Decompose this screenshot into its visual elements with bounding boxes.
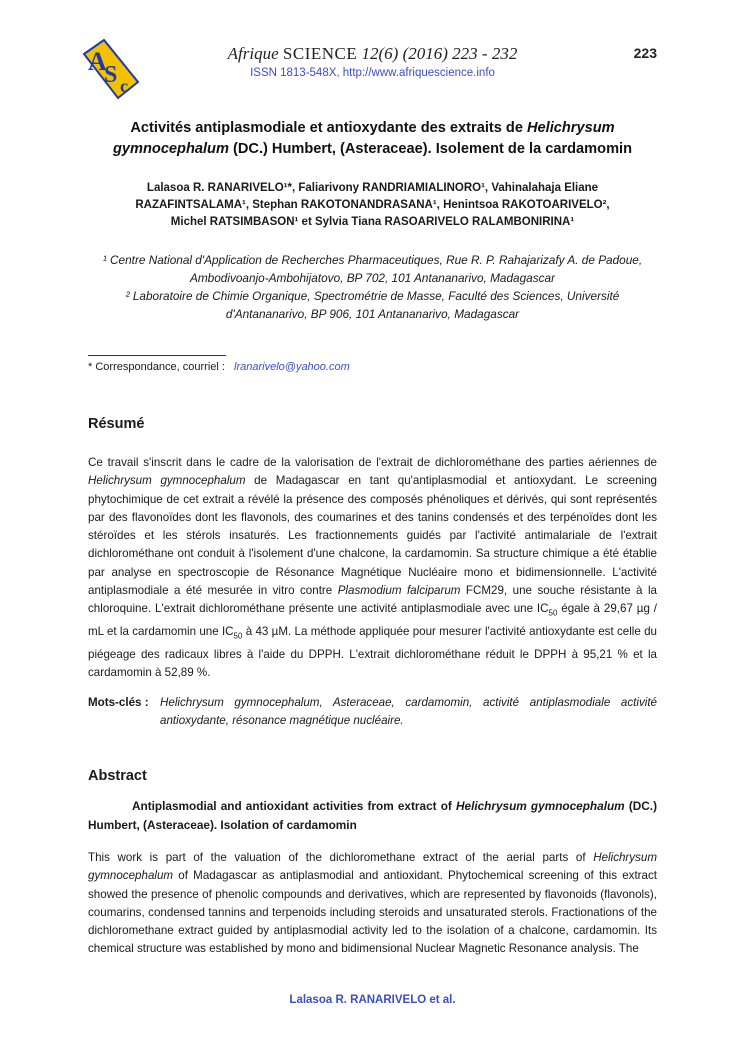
article-title — [88, 118, 657, 160]
keywords-values: Helichrysum gymnocephalum, Asteraceae, cardamomin, activité antiplasmodiale activité antioxydante, résonance magnétique nucléaire. — [160, 696, 657, 728]
journal-name: SCIENCE — [282, 44, 358, 63]
logo-letter-c: c — [120, 76, 128, 96]
footnote-label: * Correspondance, courriel : — [88, 361, 225, 373]
resume-heading: Résumé — [88, 416, 145, 432]
ic50-subscript-1: 50 — [548, 608, 558, 618]
journal-italic: Afrique — [227, 44, 279, 63]
logo-letter-s: S — [104, 62, 118, 88]
resume-text-5: à 43 µM. La méthode appliquée pour mesurer l'activité antioxydante est celle du piégeage des radicaux libres à l'aide du DPPH. L'extrait dichlorométhane réduit le DPPH à 95,21 % et la cardamomin à 52,89 %. — [88, 624, 657, 679]
title-species: Helichrysum gymnocephalum — [112, 120, 615, 157]
authors-line-2: RAZAFINTSALAMA¹, Stephan RAKOTONANDRASANA¹, Henintsoa RAKOTOARIVELO², — [135, 199, 610, 211]
running-footer: Lalasoa R. RANARIVELO et al. — [289, 994, 456, 1006]
keywords-block — [88, 694, 657, 731]
affiliations-block — [88, 251, 657, 323]
abstract-text-1: This work is part of the valuation of the dichloromethane extract of the aerial parts of — [88, 851, 594, 864]
authors-line-3: Michel RATSIMBASON¹ et Sylvia Tiana RASOARIVELO RALAMBONIRINA¹ — [170, 216, 575, 228]
page-number: 223 — [633, 45, 657, 61]
resume-text-3: FCM29, une souche résistante à la chloroquine. L'extrait dichlorométhane présente une activité antiplasmodiale avec une IC — [88, 584, 657, 616]
affiliation-2: ² Laboratoire de Chimie Organique, Spectrométrie de Masse, Faculté des Sciences, Université d'Antananarivo, BP 906, 101 Antananarivo, Madagascar — [125, 289, 620, 321]
abstract-title — [88, 797, 657, 834]
resume-paragraph — [88, 454, 657, 682]
issn-line[interactable]: ISSN 1813-548X, http://www.afriquescience.info — [250, 67, 495, 79]
title-text-2: (DC.) Humbert, (Asteraceae). Isolement de la cardamomin — [228, 141, 633, 157]
keywords-label: Mots-clés : — [88, 696, 149, 709]
logo-letter-a: A — [88, 47, 107, 76]
abstract-species: Helichrysum gymnocephalum — [88, 851, 657, 883]
abstract-title-text-2: (DC.) Humbert, (Asteraceae). Isolation of cardamomin — [88, 799, 658, 832]
resume-species-2: Plasmodium falciparum — [337, 584, 461, 598]
correspondence-email-link[interactable]: lranarivelo@yahoo.com — [234, 361, 350, 373]
abstract-paragraph — [88, 849, 657, 959]
resume-text-4: égale à 29,67 µg / mL et la cardamomin une IC — [88, 602, 657, 638]
title-text-1: Activités antiplasmodiale et antioxydante des extraits de — [130, 120, 527, 136]
correspondence-footnote — [88, 361, 350, 373]
footnote-divider — [88, 355, 226, 356]
abstract-title-text-1: Antiplasmodial and antioxidant activities from extract of — [132, 799, 456, 813]
resume-text-2: de Madagascar en tant qu'antiplasmodial et antioxydant. Le screening phytochimique de cet extrait a révélé la présence des composés phénoliques et dérivés, qui sont représentés par des flavonoïdes dont les flavonols, des coumarines et des tanins condensés et des terpénoïdes dont les stéroïdes et les stérols insaturés. Les fractionnements guidés par l'activité antimalariale de l'extrait dichlorométhane ont conduit à l'isolement d'une chalcone, la cardamomin. Sa structure chimique a été établie par analyse en spectroscopie de Résonance Magnétique Nucléaire mono et bidimensionnelle. L'activité antiplasmodiale a été mesurée in vitro contre — [88, 474, 657, 598]
ic50-subscript-2: 50 — [233, 631, 243, 641]
abstract-title-species: Helichrysum gymnocephalum — [455, 799, 625, 813]
authors-line-1: Lalasoa R. RANARIVELO¹*, Faliarivony RANDRIAMIALINORO¹, Vahinalahaja Eliane — [146, 182, 599, 194]
abstract-text-2: of Madagascar as antiplasmodial and antioxidant. Phytochemical screening of this extract showed the presence of phenolic compounds and derivatives, which are represented by flavonoids (flavonols), coumarins, condensed tannins and terpenoids including steroids and unsaturated sterols. Fractionations of the dichloromethane extract guided by antiplasmodial activity led to the isolation of a chalcone, cardamomin. Its chemical structure was established by mono and bidimensional Nuclear Magnetic Resonance analysis. The — [88, 869, 657, 956]
resume-species-1: Helichrysum gymnocephalum — [88, 474, 246, 488]
journal-issue: 12(6) (2016) 223 - 232 — [361, 44, 518, 63]
abstract-heading: Abstract — [88, 768, 147, 784]
authors-block — [100, 180, 645, 231]
resume-text-1: Ce travail s'inscrit dans le cadre de la valorisation de l'extrait de dichlorométhane des parties aériennes de — [88, 456, 657, 469]
affiliation-1: ¹ Centre National d'Application de Recherches Pharmaceutiques, Rue R. P. Rahajarizafy A. de Padoue, Ambodivoanjo-Ambohijatovo, BP 702, 101 Antananarivo, Madagascar — [102, 253, 643, 285]
